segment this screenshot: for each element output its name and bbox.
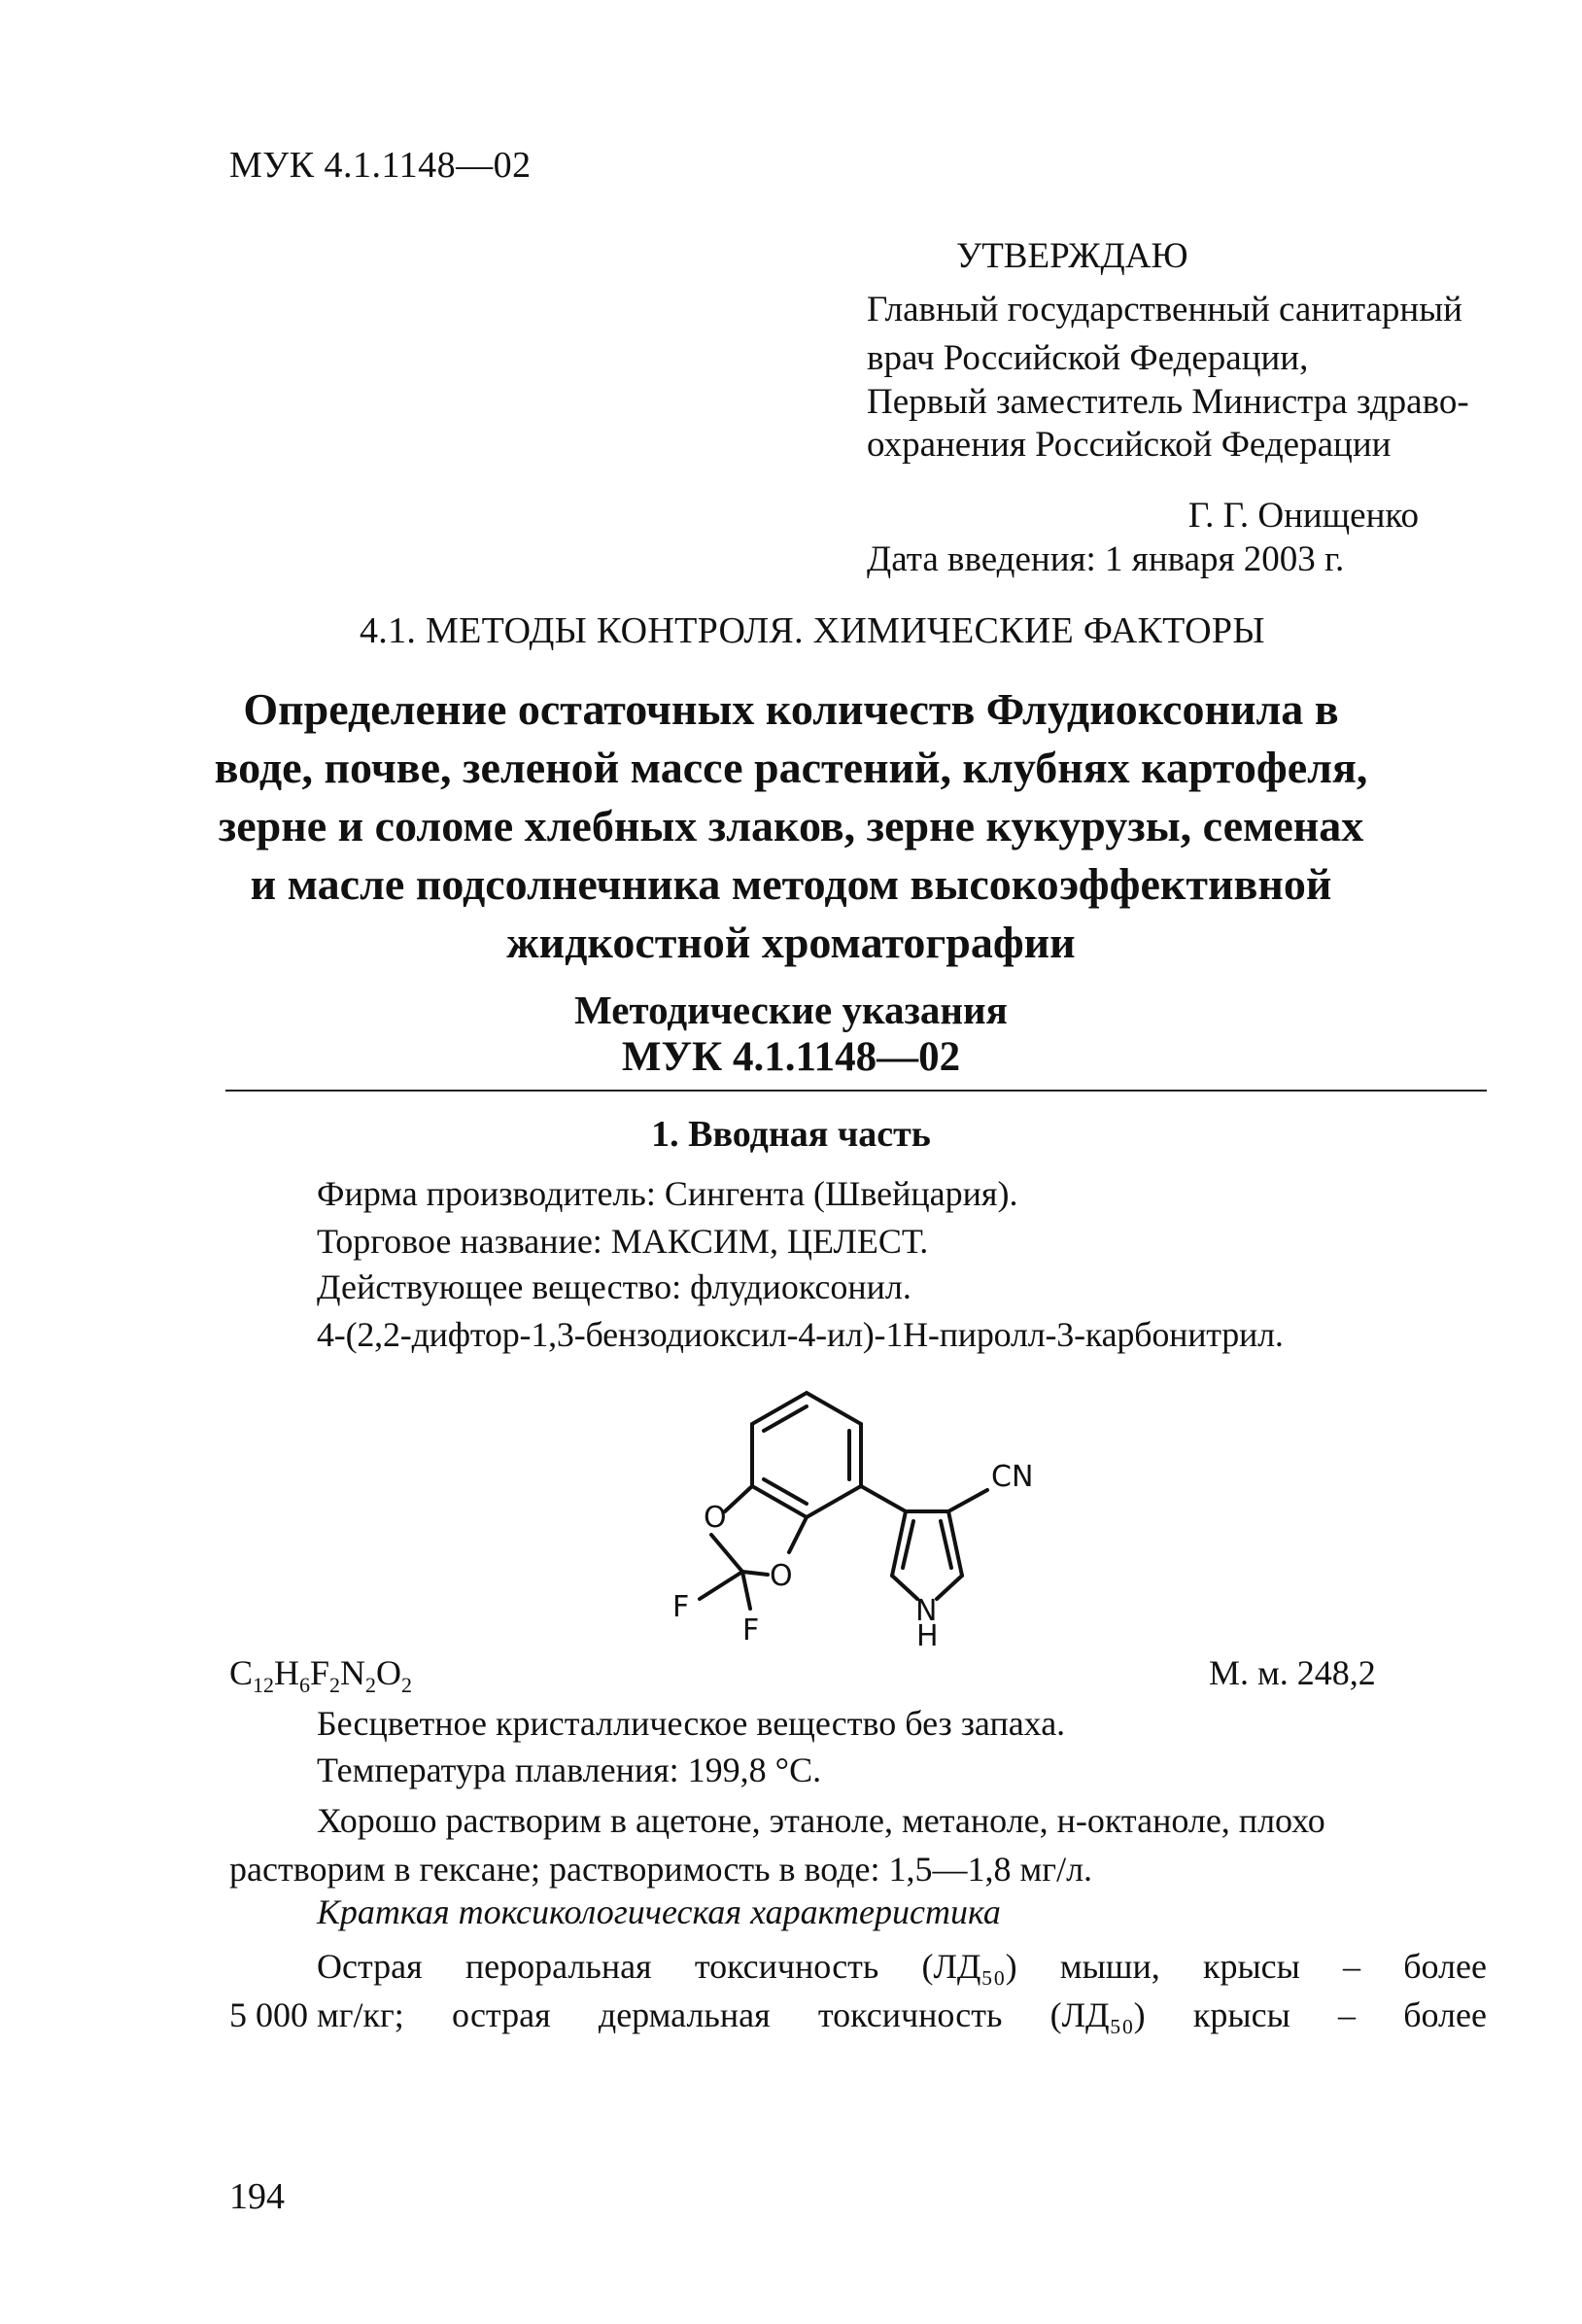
- formula-count: 2: [401, 1673, 413, 1698]
- document-title: [146, 680, 1436, 972]
- bond: [700, 1572, 742, 1599]
- title-line: и масле подсолнечника методом высокоэффективной: [250, 859, 1332, 909]
- word: токсичность: [817, 1995, 1003, 2034]
- solubility-paragraph: [229, 1796, 1487, 1893]
- bond: [725, 1486, 752, 1511]
- approval-line: охранения Российской Федерации: [867, 425, 1392, 465]
- hydrogen-label: H: [916, 1619, 939, 1648]
- word: –: [1337, 1995, 1356, 2034]
- bond: [711, 1535, 742, 1572]
- bond: [892, 1576, 917, 1599]
- fluorine-label: F: [672, 1590, 690, 1624]
- word: Острая: [317, 1947, 423, 1986]
- approval-line: Первый заместитель Министра здраво-: [867, 382, 1469, 422]
- pyrrole-double-bond: [941, 1521, 951, 1568]
- chemical-structure-diagram: [661, 1366, 1079, 1648]
- word: (ЛД₅₀): [921, 1947, 1017, 1986]
- pyrrole-double-bond: [903, 1521, 913, 1568]
- approval-line: Главный государственный санитарный: [867, 290, 1462, 330]
- word: (ЛД₅₀): [1049, 1995, 1146, 2034]
- bond: [789, 1517, 807, 1552]
- title-line: Определение остаточных количеств Флудиоксонила в: [243, 684, 1339, 734]
- formula-count: 2: [365, 1673, 377, 1698]
- benzene-double-bond: [764, 1406, 807, 1431]
- cn-label: CN: [991, 1460, 1034, 1494]
- approval-line: врач Российской Федерации,: [867, 338, 1309, 378]
- oxygen-label: O: [704, 1501, 727, 1535]
- paragraph-line: растворим в гексане; растворимость в воде: 1,5—1,8 мг/л.: [229, 1850, 1093, 1889]
- paragraph-line: [229, 1991, 1487, 2039]
- benzene-double-bond: [764, 1479, 807, 1504]
- bond: [742, 1572, 768, 1575]
- word: более: [1403, 1995, 1487, 2034]
- bond: [937, 1576, 962, 1599]
- title-line: зерне и соломе хлебных злаков, зерне кукурузы, семенах: [218, 801, 1364, 850]
- section-header: 4.1. МЕТОДЫ КОНТРОЛЯ. ХИМИЧЕСКИЕ ФАКТОРЫ: [360, 610, 1265, 651]
- toxicology-heading: Краткая токсикологическая характеристика: [317, 1892, 1001, 1931]
- formula-count: 2: [329, 1673, 341, 1698]
- title-line: жидкостной хроматографии: [506, 918, 1076, 967]
- bond: [742, 1572, 750, 1609]
- word: более: [1403, 1947, 1487, 1986]
- document-code-header: МУК 4.1.1148—02: [229, 145, 532, 186]
- effective-date: Дата введения: 1 января 2003 г.: [867, 539, 1345, 579]
- manufacturer-line: Фирма производитель: Сингента (Швейцария).: [317, 1174, 1018, 1213]
- benzene-ring: [752, 1393, 861, 1517]
- paragraph-line: Хорошо растворим в ацетоне, этаноле, метаноле, н-октаноле, плохо: [317, 1801, 1325, 1840]
- word: мыши,: [1059, 1947, 1160, 1986]
- nitrogen-label: N: [915, 1594, 938, 1628]
- title-line: воде, почве, зеленой массе растений, клубнях картофеля,: [214, 743, 1368, 792]
- intro-heading: 1. Вводная часть: [651, 1114, 931, 1155]
- word: крысы: [1192, 1995, 1290, 2034]
- chemical-name-line: 4-(2,2-дифтор-1,3-бензодиоксил-4-ил)-1Н-пиролл-3-карбонитрил.: [317, 1315, 1284, 1354]
- horizontal-divider: [225, 1090, 1487, 1092]
- fluorine-label: F: [742, 1613, 760, 1648]
- oxygen-label: O: [770, 1559, 793, 1593]
- bond: [861, 1486, 906, 1511]
- melting-point-line: Температура плавления: 199,8 °С.: [317, 1751, 822, 1789]
- document-subtitle: Методические указания: [574, 988, 1008, 1032]
- approver-name: Г. Г. Онищенко: [1187, 496, 1419, 536]
- formula-count: 6: [299, 1673, 311, 1698]
- word: 5 000 мг/кг;: [229, 1995, 404, 2034]
- document-subtitle-code: МУК 4.1.1148—02: [621, 1034, 961, 1080]
- formula-element: C: [229, 1653, 254, 1692]
- page-number: 194: [229, 2176, 285, 2217]
- formula-element: H: [274, 1653, 300, 1692]
- word: –: [1343, 1947, 1361, 1986]
- paragraph-line: [229, 1942, 1487, 1991]
- active-substance-line: Действующее вещество: флудиоксонил.: [317, 1267, 911, 1306]
- appearance-line: Бесцветное кристаллическое вещество без запаха.: [317, 1704, 1066, 1743]
- molecular-formula: [229, 1652, 412, 1698]
- formula-element: N: [340, 1653, 366, 1692]
- bond: [948, 1490, 987, 1511]
- word: острая: [452, 1995, 551, 2034]
- approval-title: УТВЕРЖДАЮ: [956, 236, 1188, 276]
- formula-element: O: [376, 1653, 402, 1692]
- trade-name-line: Торговое название: МАКСИМ, ЦЕЛЕСТ.: [317, 1222, 929, 1261]
- word: токсичность: [694, 1947, 879, 1986]
- formula-count: 12: [253, 1673, 275, 1698]
- molecular-mass: М. м. 248,2: [1209, 1653, 1376, 1692]
- word: дермальная: [598, 1995, 771, 2034]
- word: пероральная: [464, 1947, 652, 1986]
- formula-element: F: [310, 1653, 330, 1692]
- word: крысы: [1202, 1947, 1300, 1986]
- toxicity-paragraph: [229, 1942, 1487, 2039]
